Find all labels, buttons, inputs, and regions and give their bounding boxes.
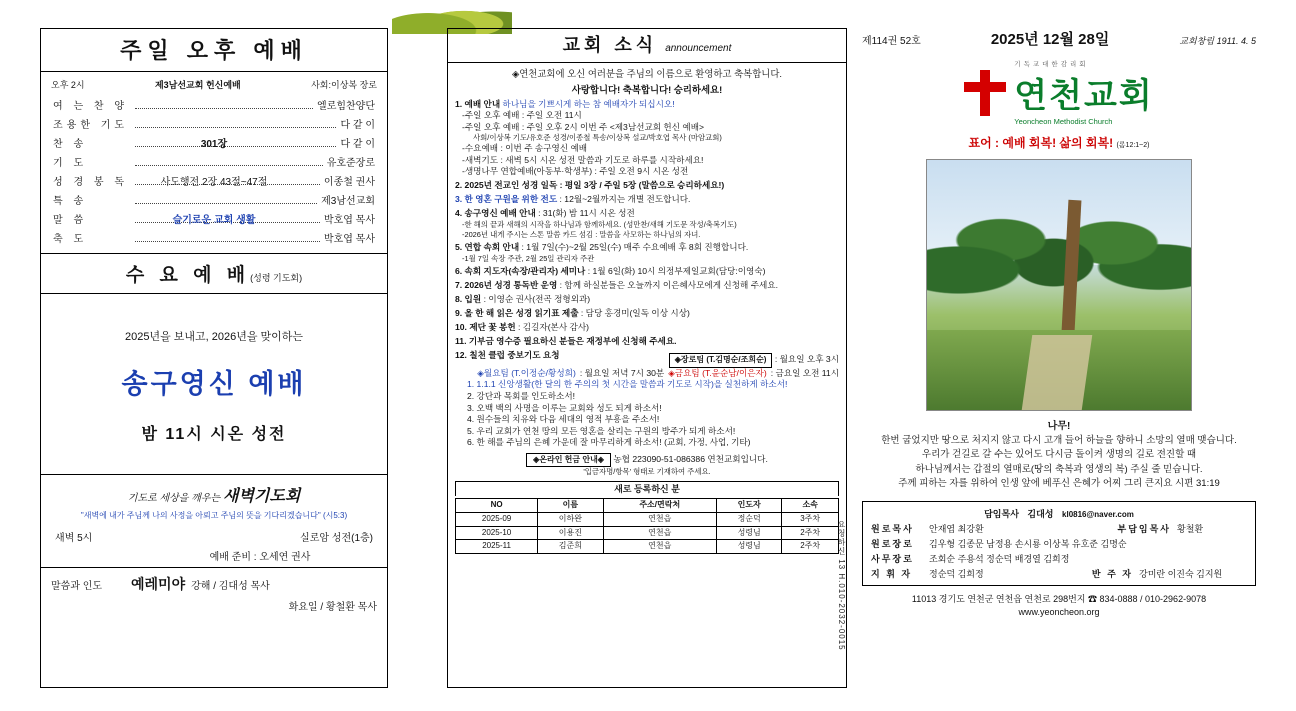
order-value: 제3남선교회: [321, 196, 375, 207]
cover-topline: [862, 28, 1256, 49]
church-address: 11013 경기도 연천군 연천읍 연천로 298번지 ☎ 834-0888 / 010-2962-9078: [911, 594, 1207, 604]
order-dots: [135, 241, 320, 242]
order-list: [41, 95, 387, 253]
cell-guide: 성령님: [716, 540, 781, 554]
item-head: 2. 2025년 전교인 성경 일독: [455, 180, 558, 191]
item-sub: -주일 오후 예배 : 주일 오후 2시 이번 주 <제3남선교회 헌신 예배>: [462, 121, 705, 132]
cross-icon: [964, 70, 1006, 116]
item-note: : 함께 하실분들은 오늘까지 이은혜사모에게 신청해 주세요.: [559, 280, 778, 291]
announcement-item: [455, 336, 839, 348]
dawn-preacher-row: [51, 574, 377, 594]
order-row: [41, 152, 387, 171]
item-sub: -2026년 내게 주시는 스톤 말씀 카드 섬김 : 말씀을 사모하는 하나님의 자녀.: [462, 229, 701, 239]
staff-row: [871, 552, 1247, 565]
church-logo: [862, 59, 1256, 126]
online-badge: ◈온라인 헌금 안내◈: [526, 453, 611, 468]
order-dots: [135, 203, 317, 204]
welcome-line1: ◈연천교회에 오신 여러분을 주님의 이름으로 환영하고 축복합니다.: [512, 68, 782, 80]
col-guide: 인도자: [716, 499, 781, 513]
caption-line: 주께 피하는 자를 위하여 인생 앞에 베푸신 은혜가 어찌 그리 큰지요 시편 31:19: [898, 477, 1220, 489]
col-name: 이름: [538, 499, 603, 513]
new-member-table-block: [455, 481, 839, 554]
item-sub: -한 해의 끝과 새해의 시작을 하나님과 함께하세요. (성만찬/새해 기도문 작성/축복기도): [462, 219, 737, 229]
order-row: [41, 228, 387, 247]
item-head: 12. 칠천 클럽 중보기도 요청: [455, 350, 560, 361]
staff-value2: 강미란 이진숙 김지원: [1139, 569, 1223, 579]
order-dots: [135, 108, 313, 109]
songu-title: 송구영신 예배: [121, 369, 307, 399]
cell-address: 연천읍: [603, 540, 716, 554]
col-no: NO: [456, 499, 538, 513]
cell-address: 연천읍: [603, 526, 716, 540]
motto-line: [862, 134, 1256, 151]
caption-line: 한번 굽었지만 땅으로 처지지 않고 다시 고개 들어 하늘을 향하니 소망의 열매 맺습니다.: [881, 435, 1237, 446]
wednesday-service-title: [41, 253, 387, 294]
item-note: : 평일 3장 / 주일 5장 (말씀으로 승리하세요!): [559, 180, 725, 191]
staff-label2: 부담임목사: [1117, 524, 1171, 534]
order-dots: [135, 165, 323, 166]
order-label: 찬 송: [53, 139, 88, 150]
motto-text: 표어 : 예배 회복! 삶의 회복!: [968, 136, 1114, 150]
online-offering-block: [455, 453, 839, 478]
item-head: 1. 예배 안내: [455, 98, 501, 109]
announcement-item: [455, 194, 839, 206]
order-row: [41, 171, 387, 190]
senior-pastor-name: 김대성: [1027, 509, 1054, 519]
order-dots: [135, 127, 336, 128]
item-sub: -주일 오후 예배 : 주일 오전 11시: [462, 110, 582, 121]
order-label: 조용한 기도: [53, 120, 129, 131]
issue-date: 2025년 12월 28일: [990, 31, 1110, 48]
left-header: [41, 29, 387, 72]
item-head: 9. 올 한 해 읽은 성경 읽기표 제출: [455, 308, 579, 319]
cell-group: 2주차: [782, 526, 839, 540]
item-sub: -1월 7일 속장 주관, 2월 25일 관리자 주관: [462, 253, 595, 263]
motto-verse: (롬12:1~2): [1116, 142, 1150, 149]
prayer-item: 2. 강단과 목회를 인도하소서!: [467, 390, 576, 401]
caption-line: 우리가 걷길로 갈 수는 있어도 다시금 돌이켜 생명의 길로 전진할 때: [921, 449, 1197, 461]
staff-value: 조회순 주용석 정순덕 배경열 김희정: [929, 554, 1070, 564]
right-panel-cover: [862, 28, 1256, 688]
item-note: : 1월 6일(화) 10시 의정부제일교회(담당:이영숙): [587, 266, 766, 277]
side-vertical-note: 요청하신 13 H.010-2032-0015: [837, 520, 846, 651]
dawn-prep: 예배 준비 : 오세연 권사: [209, 552, 311, 563]
cell-name: 김준희: [538, 540, 603, 554]
order-label: 여 는 찬 양: [53, 101, 128, 112]
order-label: 기 도: [53, 158, 88, 169]
club-line1: [669, 350, 839, 368]
announcement-title-ko: 교회 소식: [562, 35, 658, 55]
announcement-item: [455, 266, 839, 278]
club-prayer-block: [455, 350, 839, 448]
item-note: : 김길자(본사 감사): [518, 322, 590, 333]
table-row: [456, 540, 839, 554]
table-header-row: [456, 499, 839, 513]
staff-label: 사무장로: [871, 554, 914, 564]
dawn-row: [41, 525, 387, 548]
order-mid: 사도행전 2장 43절~47절: [160, 177, 268, 188]
cover-photo: [926, 159, 1192, 411]
staff-label2: 반 주 자: [1091, 569, 1133, 579]
prayer-item: 3. 오백 백의 사명을 이루는 교회와 성도 되게 하소서!: [467, 402, 662, 413]
prayer-item: 6. 한 해를 주님의 은혜 가운데 잘 마무리하게 하소서! (교회, 가정, 사업, 기타): [467, 437, 751, 448]
senior-pastor-label: 담임목사: [984, 509, 1019, 519]
staff-value: 안재엽 최강환: [929, 524, 984, 534]
cell-guide: 정순덕: [716, 512, 781, 526]
order-mid-sermon: 슬기로운 교회 생활: [172, 215, 256, 226]
center-panel-announcements: [447, 28, 847, 688]
online-account: 농협 223090-51-086386 연천교회입니다.: [613, 453, 768, 464]
songu-time: 밤 11시 시온 성전: [141, 426, 287, 443]
club-prayer-list: [455, 379, 839, 448]
item-sub: -수요예배 : 이번 주 송구영신 예배: [462, 143, 588, 154]
order-value: 다 같 이: [340, 120, 375, 131]
cell-guide: 성령님: [716, 526, 781, 540]
dawn-preacher: 강해 / 김대성 목사: [191, 581, 270, 592]
order-value: 박호엽 목사: [323, 234, 375, 245]
staff-value2: 황철환: [1177, 524, 1204, 534]
founded-date: 교회창립 1911. 4. 5: [1179, 36, 1256, 46]
dawn-place: 실로암 성전(1층): [300, 533, 373, 544]
order-value: 엘로힘찬양단: [317, 101, 375, 112]
col-address: 주소/면락처: [603, 499, 716, 513]
cell-address: 연천읍: [603, 512, 716, 526]
staff-label: 원로목사: [871, 524, 914, 534]
church-name: 연천교회: [1014, 77, 1154, 115]
issue-number: 제114권 52호: [862, 36, 921, 47]
welcome-line2: 사랑합니다! 축복합니다! 승리하세요!: [571, 83, 723, 95]
caption-head: 나무!: [1047, 421, 1071, 432]
cell-group: 3주차: [782, 512, 839, 526]
club-line2: [455, 368, 839, 380]
announcement-item: [455, 308, 839, 320]
denomination-label: 기독교대한감리회: [1014, 61, 1089, 68]
announcement-item: [455, 99, 839, 178]
club-badge-mon: ◈월요팀 (T.이정순/황성희): [477, 367, 576, 378]
cell-name: 이용진: [538, 526, 603, 540]
club-badge-fri: ◈금요팀 (T.윤순남/이은자): [668, 367, 767, 378]
order-mid: 301장: [200, 139, 228, 150]
service-time: 오후 2시: [51, 80, 85, 90]
left-panel-worship-order: [40, 28, 388, 688]
announcement-item: [455, 180, 839, 192]
staff-box: [862, 501, 1256, 586]
dawn-time: 새벽 5시: [55, 533, 93, 544]
dawn-prayer-block: [41, 474, 387, 525]
left-subheader: [41, 72, 387, 95]
cell-no: 2025-10: [456, 526, 538, 540]
logo-text: [1014, 59, 1153, 126]
club-time-elder: : 월요일 오후 3시: [774, 354, 839, 365]
wed-title-note: (성령 기도회): [250, 273, 303, 283]
prayer-item: 1. 1.1.1 신앙생활(한 달의 한 주의의 첫 시간을 말씀과 기도로 시작)을 실천하게 하소서!: [467, 379, 788, 390]
dawn-preacher-box: [41, 567, 387, 619]
new-year-service-block: [41, 328, 387, 444]
order-row: [41, 133, 387, 152]
announcement-body: [448, 63, 846, 554]
item-head: 5. 연합 속회 안내: [455, 242, 520, 253]
table-row: [456, 526, 839, 540]
order-label: 축 도: [53, 234, 88, 245]
dawn-verse: "새벽에 내가 주님께 나의 사정을 아뢰고 주님의 뜻을 기다리겠습니다" (시5:3): [80, 511, 348, 520]
senior-pastor-email: kl0816@naver.com: [1062, 510, 1134, 519]
item-head: 3. 한 영혼 구원을 위한 전도: [455, 194, 558, 205]
order-row: [41, 209, 387, 228]
service-center: 제3남선교회 헌신예배: [154, 80, 241, 90]
service-leader: 사회:이상복 장로: [311, 80, 377, 90]
register-table: [455, 498, 839, 554]
item-note: : 12월~2월까지는 개별 전도합니다.: [559, 194, 691, 205]
dawn-mid: [147, 529, 300, 544]
order-label: 말 씀: [53, 215, 88, 226]
dawn-preacher-alt: 화요일 / 황철환 목사: [288, 602, 377, 613]
item-sub: 사회/이상복 기도/유호준 성경/이종철 특송/이상복 설교/박호엽 목사 (마암교회): [473, 133, 722, 143]
item-note: 하나님을 기쁘시게 하는 참 예배자가 되십시오!: [502, 98, 675, 109]
dawn-row: [41, 548, 387, 567]
staff-label: 원로장로: [871, 539, 914, 549]
prayer-item: 5. 우리 교회가 연천 땅의 모든 영혼을 살리는 구원의 방주가 되게 하소서!: [467, 425, 736, 436]
order-value: 유호준장로: [326, 158, 375, 169]
staff-row: [871, 537, 1247, 550]
dawn-series: 예레미야: [131, 576, 186, 592]
announcement-item: [455, 208, 839, 239]
cell-no: 2025-11: [456, 540, 538, 554]
order-value: 박호엽 목사: [323, 215, 375, 226]
item-note: : 이영순 권사(전곡 정형외과): [483, 294, 591, 305]
order-value: 이종철 권사: [323, 177, 375, 188]
order-label: 성 경 봉 독: [53, 177, 128, 188]
senior-pastor-row: [871, 507, 1247, 520]
order-row: [41, 114, 387, 133]
item-head: 11. 기부금 영수증 필요하신 분들은 재정부에 신청해 주세요.: [455, 336, 677, 347]
left-title: 주일 오후 예배: [120, 38, 308, 63]
staff-value: 정순덕 김희정: [929, 569, 984, 579]
staff-label: 지 휘 자: [871, 569, 913, 579]
item-note: : 31(화) 밤 11시 시온 성전: [538, 208, 635, 219]
item-head: 6. 속회 지도자(속장/관리자) 세미나: [455, 266, 586, 277]
announcement-header: [448, 29, 846, 63]
item-head: 7. 2026년 성경 통독반 운영: [455, 280, 558, 291]
prayer-item: 4. 원수들의 치유와 다음 세대의 영적 부흥을 주소서!: [467, 414, 660, 425]
church-name-en: Yeoncheon Methodist Church: [1014, 117, 1113, 126]
cell-group: 2주차: [782, 540, 839, 554]
club-badge-elder: ◈장로팀 (T.김명순/조희순): [669, 353, 773, 368]
dawn-time: [55, 548, 147, 563]
item-note: : 1월 7일(수)~2월 25일(수) 매주 수요예배 후 8회 진행합니다.: [521, 242, 749, 253]
item-head: 8. 입원: [455, 294, 482, 305]
announcement-item: [455, 242, 839, 263]
online-note: '입금자명/항목' 형태로 기재하여 주세요.: [583, 467, 711, 477]
welcome-block: [455, 68, 839, 96]
item-sub: -새벽기도 : 새벽 5시 시온 성전 말씀과 기도로 하루를 시작하세요!: [462, 154, 704, 165]
table-row: [456, 512, 839, 526]
staff-row: [871, 522, 1247, 535]
dawn-heading: [41, 483, 387, 506]
item-head: 4. 송구영신 예배 안내: [455, 208, 536, 219]
order-label: 특 송: [53, 196, 88, 207]
col-group: 소속: [782, 499, 839, 513]
announcement-item: [455, 322, 839, 334]
register-title: 새로 등록하신 분: [455, 481, 839, 496]
caption-line: 하나님께서는 갑절의 열매로(땅의 축복과 영생의 복) 주실 줄 믿습니다.: [915, 463, 1203, 475]
order-row: [41, 190, 387, 209]
item-sub: -생명나무 연합예배(아동부·학생부) : 주일 오전 9시 시온 성전: [462, 166, 689, 177]
order-row: [41, 95, 387, 114]
church-website[interactable]: www.yeoncheon.org: [1018, 607, 1100, 617]
songu-line1: 2025년을 보내고, 2026년을 맞이하는: [124, 331, 304, 343]
photo-caption: [862, 419, 1256, 491]
cell-no: 2025-09: [456, 512, 538, 526]
announcement-item: [455, 280, 839, 292]
club-time-mon: : 월요일 저녁 7시 30분: [579, 367, 665, 378]
staff-row: [871, 567, 1247, 580]
order-value: 다 같 이: [340, 139, 375, 150]
announcement-title-en: announcement: [665, 43, 732, 54]
wed-title: 수 요 예 배: [125, 265, 251, 286]
item-note: : 담당 홍경미(일독 이상 시상): [580, 308, 690, 319]
dawn-pre: 기도로 세상을 깨우는: [127, 493, 221, 504]
dawn-title: 새벽기도회: [223, 488, 301, 505]
item-head: 10. 제단 꽃 봉헌: [455, 322, 516, 333]
announcement-item: [455, 294, 839, 306]
cell-name: 이하완: [538, 512, 603, 526]
staff-value: 김우형 김종문 남정용 손시룡 이상복 유호준 김명순: [929, 539, 1127, 549]
dawn-preacher-label: 말씀과 인도: [51, 581, 103, 592]
club-time-fri: : 금요일 오전 11시: [770, 367, 839, 378]
